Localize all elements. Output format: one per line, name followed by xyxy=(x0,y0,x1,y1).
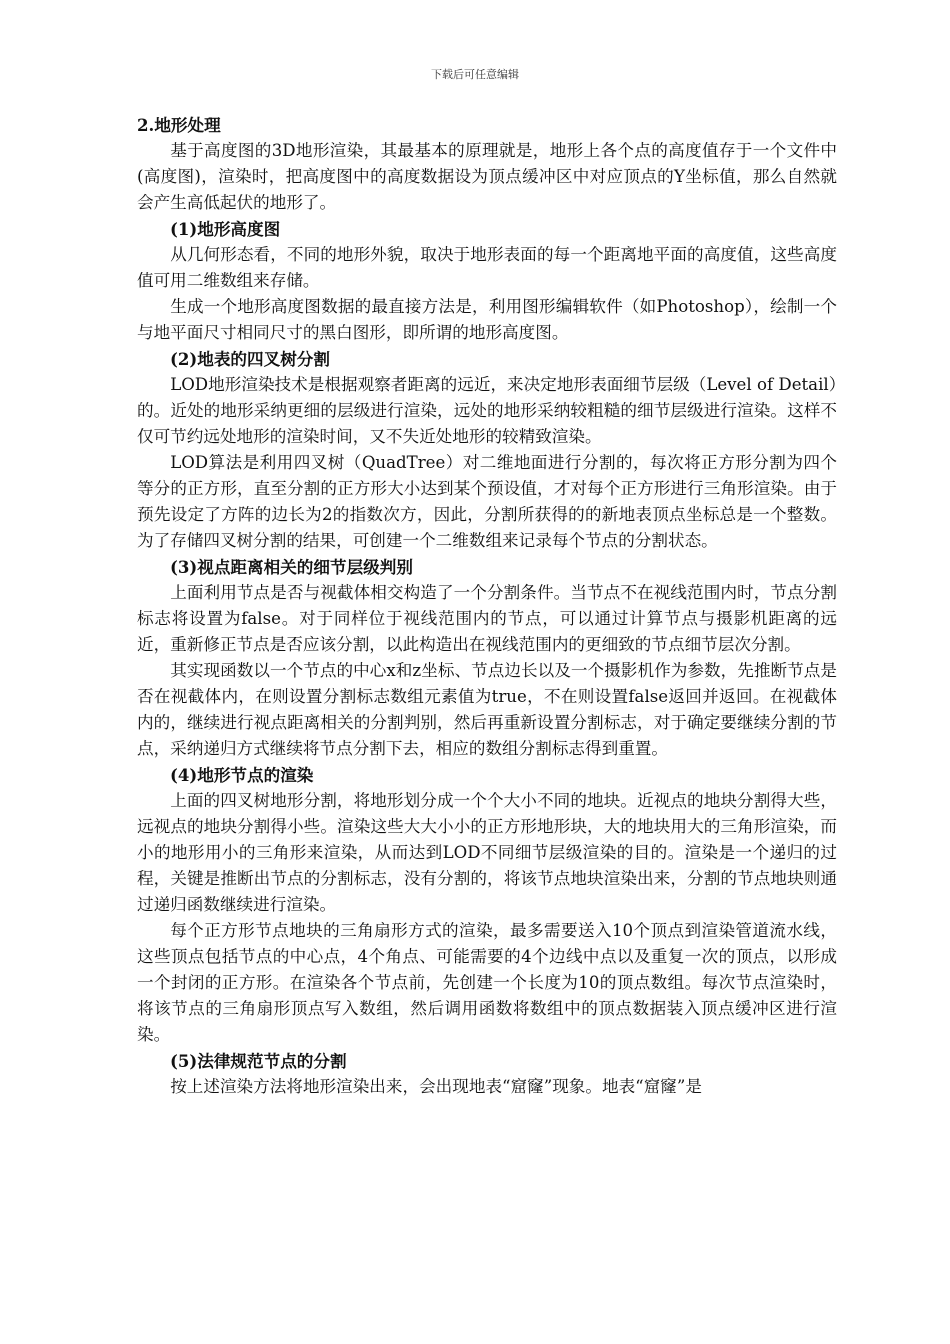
paragraph: 上面的四叉树地形分割，将地形划分成一个个大小不同的地块。近视点的地块分割得大些，远视点的地块分割得小些。渲染这些大大小小的正方形地形块，大的地块用大的三角形渲染，而小的地形用小的三角形来渲染，从而达到LOD不同细节层级渲染的目的。渲染是一个递归的过程，关键是推断出节点的分割标志，没有分割的，将该节点地块渲染出来，分割的节点地块则通过递归函数继续进行渲染。 xyxy=(137,791,837,914)
document-body xyxy=(137,112,837,1100)
paragraph: 其实现函数以一个节点的中心x和z坐标、节点边长以及一个摄影机作为参数，先推断节点是否在视截体内，在则设置分割标志数组元素值为true，不在则设置false返回并返回。在视截体内的，继续进行视点距离相关的分割判别，然后再重新设置分割标志，对于确定要继续分割的节点，采纳递归方式继续将节点分割下去，相应的数组分割标志得到重置。 xyxy=(137,661,837,758)
paragraph: LOD地形渲染技术是根据观察者距离的远近，来决定地形表面细节层级（Level of Detail）的。近处的地形采纳更细的层级进行渲染，远处的地形采纳较粗糙的细节层级进行渲染。这样不仅可节约远处地形的渲染时间，又不失近处地形的较精致渲染。 xyxy=(137,375,837,446)
paragraph: 从几何形态看，不同的地形外貌，取决于地形表面的每一个距离地平面的高度值，这些高度值可用二维数组来存储。 xyxy=(137,245,837,290)
paragraph: 按上述渲染方法将地形渲染出来，会出现地表“窟窿”现象。地表“窟窿”是 xyxy=(170,1077,702,1096)
intro-paragraph: 基于高度图的3D地形渲染，其最基本的原理就是，地形上各个点的高度值存于一个文件中(高度图)，渲染时，把高度图中的高度数据设为顶点缓冲区中对应顶点的Y坐标值，那么自然就会产生高低起伏的地形了。 xyxy=(137,141,837,212)
paragraph: 上面利用节点是否与视截体相交构造了一个分割条件。当节点不在视线范围内时，节点分割标志将设置为false。对于同样位于视线范围内的节点，可以通过计算节点与摄影机距离的远近，重新修正节点是否应该分割，以此构造出在视线范围内的更细致的节点细节层次分割。 xyxy=(137,583,837,654)
paragraph: 每个正方形节点地块的三角扇形方式的渲染，最多需要送入10个顶点到渲染管道流水线，这些顶点包括节点的中心点，4个角点、可能需要的4个边线中点以及重复一次的顶点，以形成一个封闭的正方形。在渲染各个节点前，先创建一个长度为10的顶点数组。每次节点渲染时，将该节点的三角扇形顶点写入数组，然后调用函数将数组中的顶点数据装入顶点缓冲区进行渲染。 xyxy=(137,921,837,1044)
subsection-title-1: (1)地形高度图 xyxy=(170,219,281,239)
subsection-title-5: (5)法律规范节点的分割 xyxy=(170,1051,347,1071)
section-title: 2.地形处理 xyxy=(137,115,221,135)
subsection-title-4: (4)地形节点的渲染 xyxy=(170,765,314,785)
paragraph: LOD算法是利用四叉树（QuadTree）对二维地面进行分割的，每次将正方形分割为四个等分的正方形，直至分割的正方形大小达到某个预设值，才对每个正方形进行三角形渲染。由于预先设定了方阵的边长为2的指数次方，因此，分割所获得的的新地表顶点坐标总是一个整数。为了存储四叉树分割的结果，可创建一个二维数组来记录每个节点的分割状态。 xyxy=(137,453,837,550)
subsection-title-2: (2)地表的四叉树分割 xyxy=(170,349,330,369)
page-header: 下载后可任意编辑 xyxy=(431,68,519,81)
subsection-title-3: (3)视点距离相关的细节层级判别 xyxy=(170,557,413,577)
paragraph: 生成一个地形高度图数据的最直接方法是，利用图形编辑软件（如Photoshop），绘制一个与地平面尺寸相同尺寸的黑白图形，即所谓的地形高度图。 xyxy=(137,297,837,342)
